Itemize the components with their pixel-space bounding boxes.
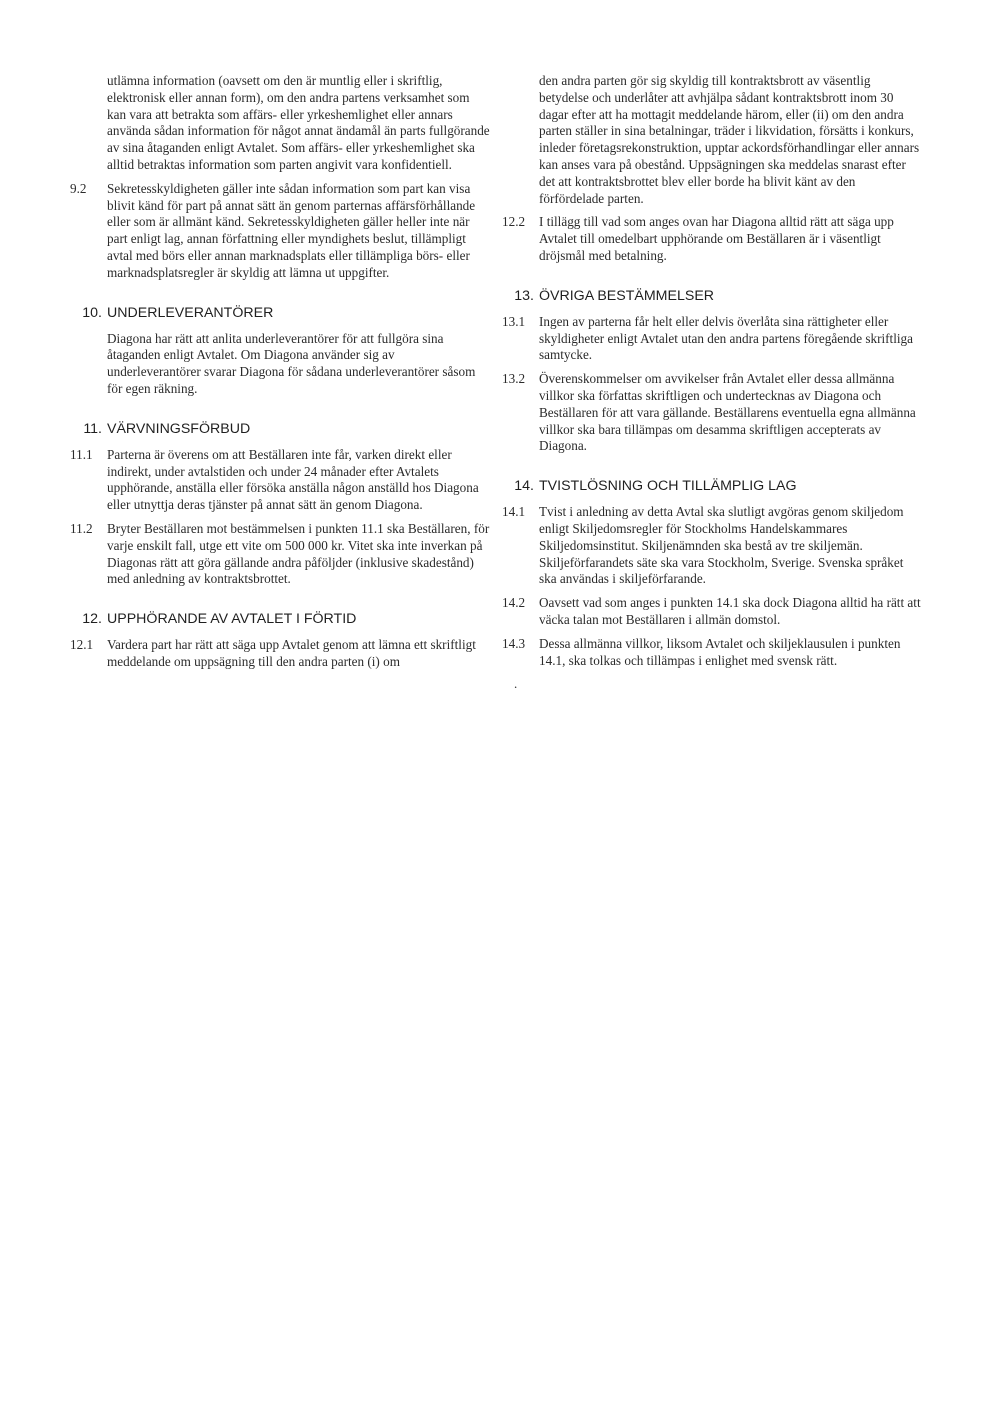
clause-number: 12.1 [70,637,94,653]
section-title: TVISTLÖSNING OCH TILLÄMPLIG LAG [539,478,797,495]
section-number: 12. [82,611,102,628]
clause-number: 14.3 [502,635,526,651]
section-10-text: Diagona har rätt att anlita underleverantörer för att fullgöra sina åtaganden enligt Avtalet. Om Diagona använder sig av underleverantörer svarar Diagona för sådana underleverantörer såsom för egen räkning. [107,330,476,396]
clause-12-1 [70,637,490,671]
clause-text: Vardera part har rätt att säga upp Avtalet genom att lämna ett skriftligt meddelande om uppsägning till den andra parten (i) om [107,637,476,669]
clause-text: Bryter Beställaren mot bestämmelsen i punkten 11.1 ska Beställaren, för varje enskilt fall, utge ett vite om 500 000 kr. Vitet ska inte inverkan på Diagonas rätt att göra gällande andra påföljder (inklusive skadestånd) med anledning av kontraktsbrottet. [107,520,490,587]
right-column [502,73,922,692]
clause-number: 14.2 [502,595,526,611]
section-14-heading [502,477,922,495]
clause-number: 13.2 [502,371,526,387]
section-title: UNDERLEVERANTÖRER [107,304,274,321]
clause-11-2 [70,521,490,588]
clause-text: Parterna är överens om att Beställaren inte får, varken direkt eller indirekt, under avtalstiden och under 24 månader efter Avtalets upphörande, anställa eller försöka anställa någon anställd hos Diagona eller utnyttja deras tjänster på annat sätt än genom Diagona. [107,446,479,513]
section-title: ÖVRIGA BESTÄMMELSER [539,287,715,304]
clause-14-3 [502,636,922,670]
clause-text: Oavsett vad som anges i punkten 14.1 ska dock Diagona alltid ha rätt att väcka talan mot Beställaren i allmän domstol. [539,595,921,627]
section-number: 14. [514,478,534,495]
section-12-heading [70,610,490,628]
clause-13-1 [502,314,922,364]
clause-text: Dessa allmänna villkor, liksom Avtalet och skiljeklausulen i punkten 14.1, ska tolkas och tillämpas i enlighet med svensk rätt. [539,635,901,668]
trailing-mark: . [514,676,518,692]
section-title: UPPHÖRANDE AV AVTALET I FÖRTID [107,611,357,628]
section-13-heading [502,287,922,305]
section-10-heading [70,304,490,322]
clause-number: 14.1 [502,504,526,520]
clause-text: Sekretesskyldigheten gäller inte sådan information som part kan visa blivit känd för part på annat sätt än genom parternas affärsförhållande eller som är allmänt känd. Sekretesskyldigheten gäller heller inte när part enligt lag, annan författning eller myndighets beslut, tillämpligt avtal med börs eller annan marknadsplats eller tillämpliga börs- eller marknadsplatsregler är skyldig att lämna ut uppgifter. [107,180,476,280]
clause-text: Ingen av parterna får helt eller delvis överlåta sina rättigheter eller skyldigheter enligt Avtalet utan den andra partens föregående skriftliga samtycke. [539,313,914,363]
section-number: 10. [82,304,102,321]
clause-14-2 [502,595,922,629]
section-11-heading [70,420,490,438]
clause-14-1 [502,504,922,588]
clause-12-1-continuation: den andra parten gör sig skyldig till kontraktsbrott av väsentlig betydelse och underlåter att avhjälpa sådant kontraktsbrott inom 30 dagar efter att ha mottagit meddelande härom, eller (ii) om den andra parten ställer in sina betalningar, träder i likvidation, försätts i konkurs, inleder företagsrekonstruktion, upptar ackordsförhandlingar eller annars kan anses vara på obestånd. Uppsägningen ska meddelas snarast efter det att kontraktsbrottet blev eller borde ha blivit känt av den förfördelade parten. [539,73,920,206]
clause-13-2 [502,371,922,455]
section-9-1-continuation: utlämna information (oavsett om den är muntlig eller i skriftlig, elektronisk eller annan form), om den andra partens verksamhet som kan vara att betrakta som affärs- eller yrkeshemlighet eller annars använda sådan information för något annat ändamål än parts fullgörande av sina åtaganden enligt Avtalet. Som affärs- eller yrkeshemlighet ska alltid betraktas information som parten angivit vara konfidentiell. [107,73,490,172]
clause-text: Överenskommelser om avvikelser från Avtalet eller dessa allmänna villkor ska författas skriftligen och undertecknas av Diagona och Beställaren för att vara gällande. Beställarens eventuella egna allmänna villkor ska bara tillämpas om desamma skriftligen accepterats av Diagona. [539,371,916,454]
clause-11-1 [70,447,490,514]
clause-text: Tvist i anledning av detta Avtal ska slutligt avgöras genom skiljedom enligt Skiljedomsregler för Stockholms Handelskammares Skiljedomsinstitut. Skiljenämnden ska bestå av tre skiljemän. Skiljeförfarandets säte ska vara Stockholm, Sverige. Svenska språket ska användas i skiljeförfarande. [539,504,904,587]
section-title: VÄRVNINGSFÖRBUD [107,420,251,437]
clause-number: 13.1 [502,313,526,329]
clause-text: I tillägg till vad som anges ovan har Diagona alltid rätt att säga upp Avtalet till omedelbart upphörande om Beställaren är i väsentligt dröjsmål med betalning. [539,214,894,263]
clause-number: 12.2 [502,214,526,230]
clause-number: 9.2 [70,180,87,196]
clause-12-2 [502,214,922,264]
section-number: 11. [83,420,102,437]
left-column [70,73,490,678]
clause-9-2 [70,181,490,282]
section-number: 13. [514,287,534,304]
clause-number: 11.2 [70,520,93,536]
clause-number: 11.1 [70,446,93,462]
